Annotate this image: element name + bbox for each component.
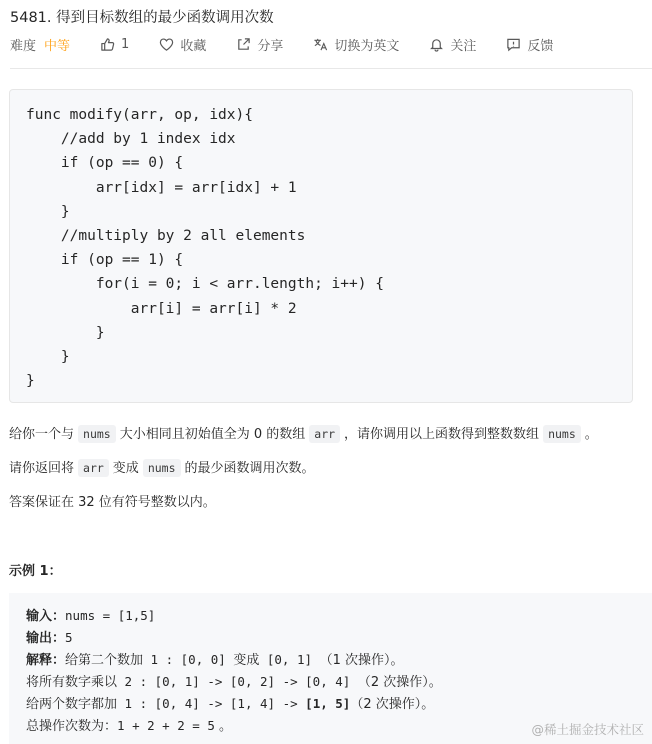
inline-code-nums: nums (143, 459, 181, 477)
like-count: 1 (121, 36, 130, 52)
text: 将所有数字乘以 (26, 675, 118, 690)
inline-code-arr: arr (78, 459, 109, 477)
text: 给你一个与 (9, 427, 75, 442)
problem-meta-bar (10, 34, 583, 54)
output-label: 输出： (26, 631, 66, 646)
like-button[interactable] (100, 37, 129, 52)
text: 变成 (112, 461, 139, 476)
text: 2 : [0, 1] -> [0, 2] -> [0, 4] (117, 674, 358, 689)
code-text: func modify(arr, op, idx){ //add by 1 index idx if (op == 0) { arr[idx] = arr[idx] + 1 } //multiply by 2 all elements if (op == 1) { for(i = 0; i < arr.length; i++) { arr[i] = arr[i] * 2 } } } (26, 107, 384, 390)
inline-code-nums: nums (543, 425, 581, 443)
share-button[interactable] (236, 35, 283, 54)
watermark: @稀土掘金技术社区 (531, 722, 644, 737)
example-title: 示例 1： (9, 564, 62, 579)
example-input (26, 605, 155, 624)
text: 1 : [0, 4] -> [1, 4] -> (117, 696, 306, 711)
text: （2 次操作）。 (350, 697, 435, 712)
difficulty-label: 难度 (10, 38, 37, 54)
share-label: 分享 (257, 38, 284, 54)
bell-icon (429, 37, 444, 52)
description-paragraph-3: 答案保证在 32 位有符号整数以内。 (9, 495, 216, 510)
text: 的最少函数调用次数。 (184, 461, 315, 476)
text: 总操作次数为： (26, 719, 118, 734)
divider (10, 68, 652, 69)
feedback-icon (506, 37, 521, 52)
heart-icon (159, 37, 174, 52)
text: 1 + 2 + 2 = 5 (117, 718, 215, 733)
text: 给两个数字都加 (26, 697, 118, 712)
output-value: 5 (65, 630, 73, 645)
text: ，请你调用以上函数得到整数数组 (344, 427, 540, 442)
translate-icon (313, 37, 328, 52)
favorite-button[interactable] (159, 35, 206, 54)
text: 变成 (233, 653, 260, 668)
input-value: nums = [1,5] (65, 608, 156, 623)
text: 。 (584, 427, 598, 442)
inline-code-nums: nums (78, 425, 116, 443)
description-paragraph-1 (9, 423, 598, 442)
translate-button[interactable] (313, 35, 399, 54)
example-explanation-line-2 (26, 671, 442, 690)
follow-button[interactable] (429, 35, 476, 54)
text: 。 (214, 719, 232, 734)
problem-title: 5481. 得到目标数组的最少函数调用次数 (10, 10, 274, 26)
inline-code-arr: arr (309, 425, 340, 443)
favorite-label: 收藏 (180, 38, 207, 54)
feedback-button[interactable] (506, 35, 553, 54)
difficulty-badge: 中等 (44, 38, 71, 54)
code-block (9, 89, 633, 403)
text: [1, 5] (305, 696, 351, 711)
example-explanation-line-4 (26, 715, 232, 734)
input-label: 输入： (26, 609, 66, 624)
thumbs-up-icon (100, 37, 115, 52)
text: （2 次操作）。 (357, 675, 442, 690)
example-output (26, 627, 73, 646)
text: 请你返回将 (9, 461, 75, 476)
text: 给第二个数加 (65, 653, 144, 668)
feedback-label: 反馈 (527, 38, 554, 54)
text: （1 次操作）。 (319, 653, 404, 668)
description-paragraph-2 (9, 457, 315, 476)
explain-label: 解释： (26, 653, 66, 668)
translate-label: 切换为英文 (334, 38, 400, 54)
example-explanation-line-1 (26, 649, 403, 668)
example-explanation-line-3 (26, 693, 434, 712)
follow-label: 关注 (450, 38, 477, 54)
text: 1 : [0, 0] (143, 652, 234, 667)
share-icon (236, 37, 251, 52)
text: [0, 1] (259, 652, 320, 667)
text: 大小相同且初始值全为 0 的数组 (119, 427, 306, 442)
